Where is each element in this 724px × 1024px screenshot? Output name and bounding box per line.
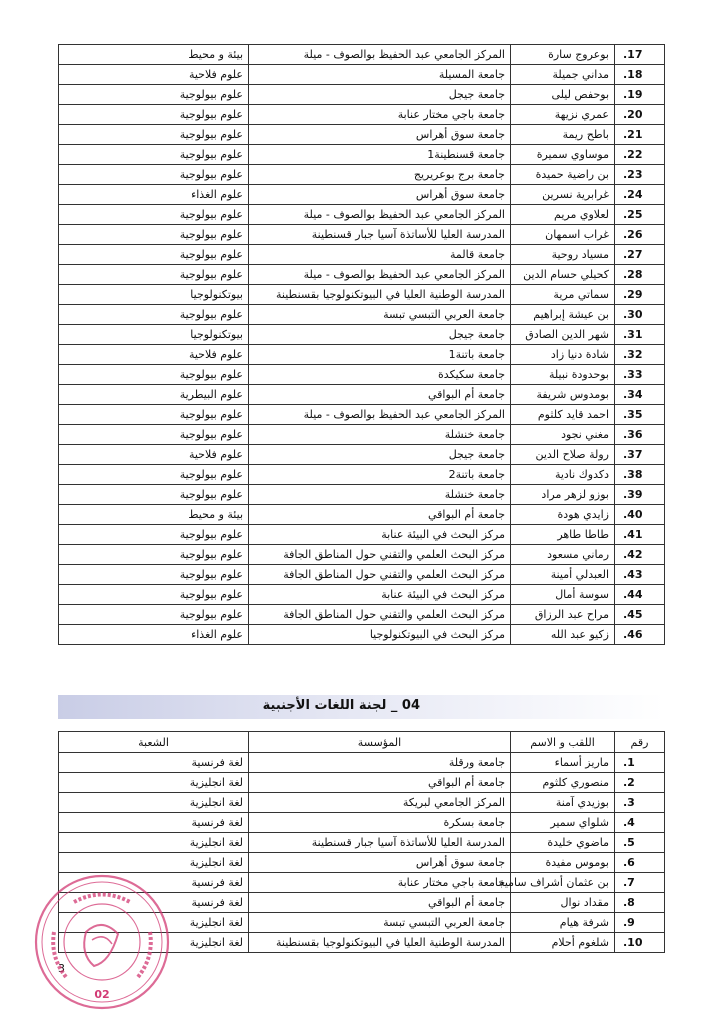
name-cell: شرفة هيام <box>511 913 615 933</box>
spec-cell: علوم بيولوجية <box>59 605 249 625</box>
number-cell: .22 <box>615 145 665 165</box>
number-cell: .3 <box>615 793 665 813</box>
number-cell: .32 <box>615 345 665 365</box>
spec-cell: بيوتكنولوجيا <box>59 285 249 305</box>
table-row <box>59 773 665 793</box>
number-cell: .27 <box>615 245 665 265</box>
spec-cell: علوم فلاحية <box>59 445 249 465</box>
spec-cell: علوم بيولوجية <box>59 225 249 245</box>
institution-cell: جامعة أم البواقي <box>249 773 511 793</box>
table-row <box>59 205 665 225</box>
number-cell: .29 <box>615 285 665 305</box>
spec-cell: علوم الغذاء <box>59 185 249 205</box>
name-cell: شلغوم أحلام <box>511 933 615 953</box>
name-cell: دكدوك نادية <box>511 465 615 485</box>
name-cell: زكيو عبد الله <box>511 625 615 645</box>
spec-cell: علوم فلاحية <box>59 65 249 85</box>
name-cell: بوزو لزهر مراد <box>511 485 615 505</box>
spec-cell: لغة انجليزية <box>59 833 249 853</box>
institution-cell: جامعة ورقلة <box>249 753 511 773</box>
institution-cell: جامعة بسكرة <box>249 813 511 833</box>
header-spec: الشعبة <box>59 732 249 753</box>
spec-cell: علوم بيولوجية <box>59 85 249 105</box>
table-row <box>59 605 665 625</box>
number-cell: .8 <box>615 893 665 913</box>
table-row <box>59 585 665 605</box>
institution-cell: جامعة قسنطينة1 <box>249 145 511 165</box>
name-cell: غراب اسمهان <box>511 225 615 245</box>
institution-cell: المركز الجامعي عبد الحفيظ بوالصوف - ميلة <box>249 205 511 225</box>
name-cell: مقداد نوال <box>511 893 615 913</box>
members-table-continued <box>58 44 665 645</box>
name-cell: بومدوس شريفة <box>511 385 615 405</box>
spec-cell: علوم فلاحية <box>59 345 249 365</box>
number-cell: .25 <box>615 205 665 225</box>
table-row <box>59 185 665 205</box>
institution-cell: جامعة العربي التبسي تبسة <box>249 913 511 933</box>
institution-cell: مركز البحث في البيئة عنابة <box>249 585 511 605</box>
name-cell: لعلاوي مريم <box>511 205 615 225</box>
spec-cell: لغة انجليزية <box>59 773 249 793</box>
table-row <box>59 65 665 85</box>
spec-cell: علوم بيولوجية <box>59 305 249 325</box>
spec-cell: لغة فرنسية <box>59 753 249 773</box>
number-cell: .4 <box>615 813 665 833</box>
institution-cell: جامعة خنشلة <box>249 425 511 445</box>
institution-cell: جامعة سوق أهراس <box>249 125 511 145</box>
institution-cell: جامعة أم البواقي <box>249 893 511 913</box>
name-cell: غرابرية نسرين <box>511 185 615 205</box>
number-cell: .30 <box>615 305 665 325</box>
table-row <box>59 405 665 425</box>
institution-cell: جامعة برج بوعريريج <box>249 165 511 185</box>
spec-cell: علوم بيولوجية <box>59 245 249 265</box>
spec-cell: لغة انجليزية <box>59 913 249 933</box>
name-cell: احمد قايد كلثوم <box>511 405 615 425</box>
table-row <box>59 285 665 305</box>
name-cell: موساوي سميرة <box>511 145 615 165</box>
number-cell: .24 <box>615 185 665 205</box>
name-cell: مغني نجود <box>511 425 615 445</box>
institution-cell: جامعة باتنة2 <box>249 465 511 485</box>
table-row <box>59 265 665 285</box>
number-cell: .44 <box>615 585 665 605</box>
name-cell: بن راضية حميدة <box>511 165 615 185</box>
institution-cell: جامعة المسيلة <box>249 65 511 85</box>
spec-cell: لغة فرنسية <box>59 813 249 833</box>
name-cell: كحيلي حسام الدين <box>511 265 615 285</box>
spec-cell: علوم بيولوجية <box>59 465 249 485</box>
number-cell: .46 <box>615 625 665 645</box>
table-row <box>59 625 665 645</box>
institution-cell: المركز الجامعي عبد الحفيظ بوالصوف - ميلة <box>249 265 511 285</box>
name-cell: شهر الدين الصادق <box>511 325 615 345</box>
section-title: 04 _ لجنة اللغات الأجنبية <box>262 698 420 713</box>
spec-cell: علوم بيولوجية <box>59 425 249 445</box>
number-cell: .9 <box>615 913 665 933</box>
spec-cell: علوم بيولوجية <box>59 105 249 125</box>
table-row <box>59 45 665 65</box>
official-stamp <box>14 862 190 1012</box>
number-cell: .17 <box>615 45 665 65</box>
institution-cell: جامعة أم البواقي <box>249 505 511 525</box>
number-cell: .1 <box>615 753 665 773</box>
name-cell: بوزيدي آمنة <box>511 793 615 813</box>
table-row <box>59 813 665 833</box>
name-cell: ماضوي خليدة <box>511 833 615 853</box>
table-row <box>59 833 665 853</box>
spec-cell: علوم بيولوجية <box>59 125 249 145</box>
spec-cell: لغة فرنسية <box>59 873 249 893</box>
institution-cell: مركز البحث في البيوتكنولوجيا <box>249 625 511 645</box>
spec-cell: علوم بيولوجية <box>59 525 249 545</box>
name-cell: بوحدودة نبيلة <box>511 365 615 385</box>
institution-cell: جامعة باجي مختار عنابة <box>249 105 511 125</box>
number-cell: .19 <box>615 85 665 105</box>
number-cell: .21 <box>615 125 665 145</box>
number-cell: .38 <box>615 465 665 485</box>
institution-cell: جامعة قالمة <box>249 245 511 265</box>
table-row <box>59 165 665 185</box>
spec-cell: علوم بيولوجية <box>59 585 249 605</box>
institution-cell: المركز الجامعي عبد الحفيظ بوالصوف - ميلة <box>249 45 511 65</box>
number-cell: .42 <box>615 545 665 565</box>
name-cell: رولة صلاح الدين <box>511 445 615 465</box>
spec-cell: علوم بيولوجية <box>59 365 249 385</box>
table-row <box>59 525 665 545</box>
table-row <box>59 125 665 145</box>
number-cell: .31 <box>615 325 665 345</box>
institution-cell: المدرسة الوطنية العليا في البيوتكنولوجيا بقسنطينة <box>249 285 511 305</box>
section-banner <box>58 695 664 719</box>
table-row <box>59 465 665 485</box>
name-cell: سماتي مرية <box>511 285 615 305</box>
spec-cell: علوم البيطرية <box>59 385 249 405</box>
institution-cell: مركز البحث العلمي والتقني حول المناطق الجافة <box>249 545 511 565</box>
spec-cell: علوم بيولوجية <box>59 265 249 285</box>
table-row <box>59 485 665 505</box>
name-cell: سوسة أمال <box>511 585 615 605</box>
table-row <box>59 505 665 525</box>
table-row <box>59 445 665 465</box>
number-cell: .40 <box>615 505 665 525</box>
institution-cell: جامعة سوق أهراس <box>249 185 511 205</box>
institution-cell: المدرسة العليا للأساتذة آسيا جبار قسنطينة <box>249 225 511 245</box>
table-row <box>59 753 665 773</box>
number-cell: .41 <box>615 525 665 545</box>
name-cell: بن عيشة إبراهيم <box>511 305 615 325</box>
name-cell: باطح ريمة <box>511 125 615 145</box>
institution-cell: المركز الجامعي عبد الحفيظ بوالصوف - ميلة <box>249 405 511 425</box>
number-cell: .23 <box>615 165 665 185</box>
spec-cell: علوم الغذاء <box>59 625 249 645</box>
name-cell: زايدي هودة <box>511 505 615 525</box>
spec-cell: علوم بيولوجية <box>59 565 249 585</box>
institution-cell: جامعة باجي مختار عنابة <box>249 873 511 893</box>
table-row <box>59 305 665 325</box>
number-cell: .6 <box>615 853 665 873</box>
institution-cell: جامعة سوق أهراس <box>249 853 511 873</box>
number-cell: .10 <box>615 933 665 953</box>
name-cell: العبدلي أمينة <box>511 565 615 585</box>
name-cell: مسياد روحية <box>511 245 615 265</box>
name-cell: ماريز أسماء <box>511 753 615 773</box>
spec-cell: علوم بيولوجية <box>59 485 249 505</box>
number-cell: .7 <box>615 873 665 893</box>
institution-cell: المركز الجامعي لبريكة <box>249 793 511 813</box>
number-cell: .36 <box>615 425 665 445</box>
spec-cell: علوم بيولوجية <box>59 165 249 185</box>
name-cell: بوموس مفيدة <box>511 853 615 873</box>
spec-cell: بيئة و محيط <box>59 505 249 525</box>
number-cell: .39 <box>615 485 665 505</box>
table-row <box>59 225 665 245</box>
spec-cell: لغة انجليزية <box>59 853 249 873</box>
number-cell: .35 <box>615 405 665 425</box>
table-row <box>59 105 665 125</box>
table-row <box>59 325 665 345</box>
table-row <box>59 425 665 445</box>
spec-cell: لغة فرنسية <box>59 893 249 913</box>
table-row <box>59 793 665 813</box>
spec-cell: علوم بيولوجية <box>59 405 249 425</box>
table-row <box>59 385 665 405</box>
number-cell: .28 <box>615 265 665 285</box>
number-cell: .37 <box>615 445 665 465</box>
table-row <box>59 345 665 365</box>
page-number: 3 <box>58 962 65 975</box>
table-row <box>59 365 665 385</box>
number-cell: .26 <box>615 225 665 245</box>
name-cell: طاطا طاهر <box>511 525 615 545</box>
institution-cell: مركز البحث العلمي والتقني حول المناطق الجافة <box>249 565 511 585</box>
name-cell: بوعروج سارة <box>511 45 615 65</box>
spec-cell: لغة انجليزية <box>59 793 249 813</box>
name-cell: مداني جميلة <box>511 65 615 85</box>
spec-cell: علوم بيولوجية <box>59 205 249 225</box>
name-cell: بوحفص ليلى <box>511 85 615 105</box>
header-name: اللقب و الاسم <box>511 732 615 753</box>
spec-cell: بيوتكنولوجيا <box>59 325 249 345</box>
institution-cell: جامعة باتنة1 <box>249 345 511 365</box>
name-cell: منصوري كلثوم <box>511 773 615 793</box>
number-cell: .20 <box>615 105 665 125</box>
number-cell: .5 <box>615 833 665 853</box>
table-row <box>59 245 665 265</box>
spec-cell: علوم بيولوجية <box>59 145 249 165</box>
name-cell: مراح عبد الرزاق <box>511 605 615 625</box>
name-cell: رماني مسعود <box>511 545 615 565</box>
name-cell: شادة دنيا زاد <box>511 345 615 365</box>
header-inst: المؤسسة <box>249 732 511 753</box>
number-cell: .45 <box>615 605 665 625</box>
stamp-number: 02 <box>94 988 110 1001</box>
name-cell: عمري نزيهة <box>511 105 615 125</box>
name-cell: بن عثمان أشراف سامية <box>511 873 615 893</box>
spec-cell: بيئة و محيط <box>59 45 249 65</box>
name-cell: شلواي سمير <box>511 813 615 833</box>
spec-cell: لغة انجليزية <box>59 933 249 953</box>
table-row <box>59 85 665 105</box>
institution-cell: جامعة خنشلة <box>249 485 511 505</box>
number-cell: .34 <box>615 385 665 405</box>
spec-cell: علوم بيولوجية <box>59 545 249 565</box>
number-cell: .33 <box>615 365 665 385</box>
table-row <box>59 565 665 585</box>
institution-cell: جامعة جيجل <box>249 445 511 465</box>
table-header-row <box>59 732 665 753</box>
institution-cell: جامعة أم البواقي <box>249 385 511 405</box>
institution-cell: مركز البحث في البيئة عنابة <box>249 525 511 545</box>
institution-cell: جامعة جيجل <box>249 85 511 105</box>
header-num: رقم <box>615 732 665 753</box>
institution-cell: جامعة جيجل <box>249 325 511 345</box>
number-cell: .18 <box>615 65 665 85</box>
institution-cell: مركز البحث العلمي والتقني حول المناطق الجافة <box>249 605 511 625</box>
institution-cell: المدرسة الوطنية العليا في البيوتكنولوجيا بقسنطينة <box>249 933 511 953</box>
number-cell: .2 <box>615 773 665 793</box>
table-row <box>59 545 665 565</box>
institution-cell: جامعة العربي التبسي تبسة <box>249 305 511 325</box>
table-row <box>59 145 665 165</box>
institution-cell: جامعة سكيكدة <box>249 365 511 385</box>
number-cell: .43 <box>615 565 665 585</box>
institution-cell: المدرسة العليا للأساتذة آسيا جبار قسنطينة <box>249 833 511 853</box>
